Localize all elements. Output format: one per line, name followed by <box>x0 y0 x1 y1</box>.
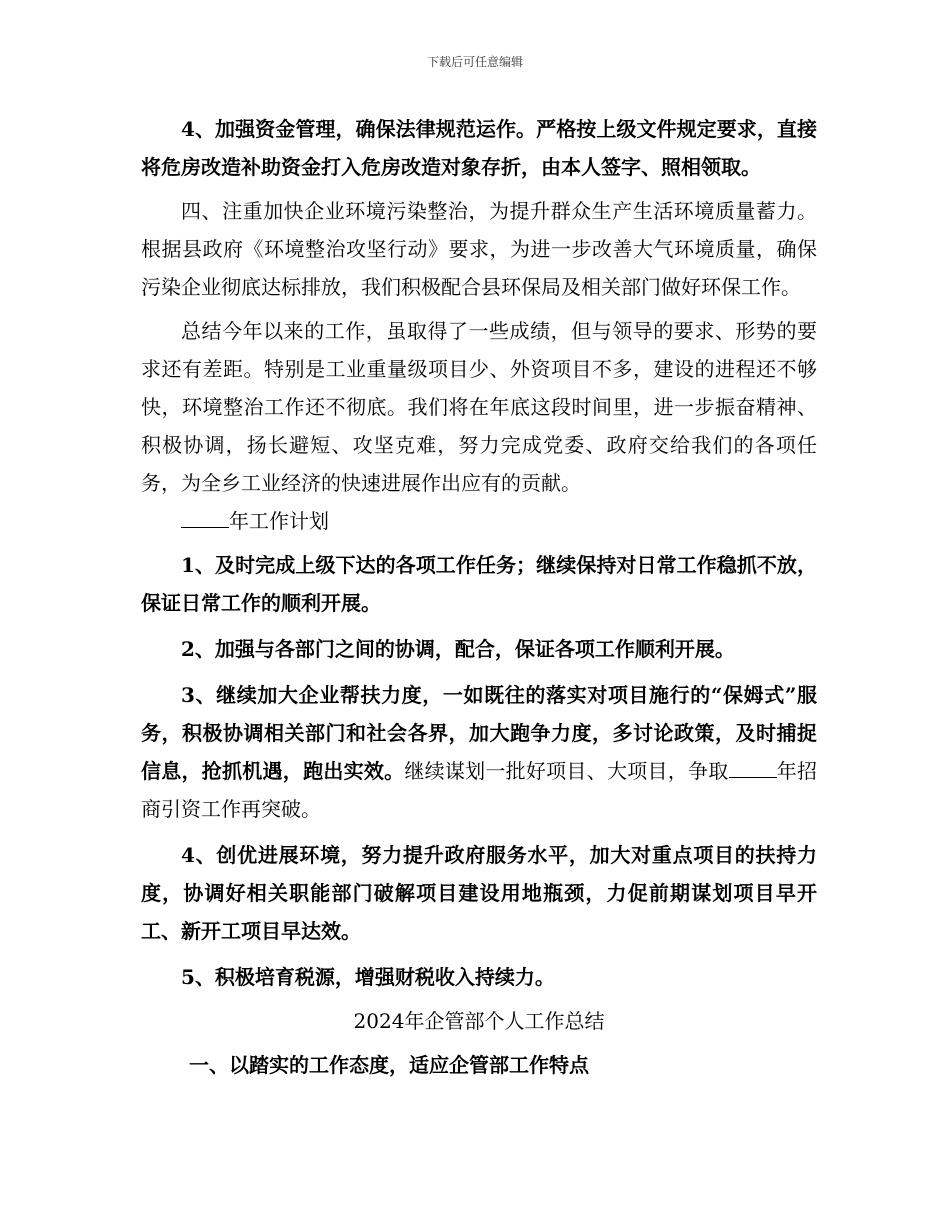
paragraph-summary: 总结今年以来的工作，虽取得了一些成绩，但与领导的要求、形势的要求还有差距。特别是工业重量级项目少、外资项目不多，建设的进程还不够快，环境整治工作还不彻底。我们将在年底这段时间里，进一步振奋精神、积极协调，扬长避短、攻坚克难，努力完成党委、政府交给我们的各项任务，为全乡工业经济的快速进展作出应有的贡献。 <box>141 319 817 495</box>
plan-item-3 <box>141 676 817 828</box>
page-header: 下载后可任意编辑 <box>426 55 523 69</box>
document-body <box>141 110 817 1084</box>
blank-line <box>181 509 229 528</box>
paragraph-fund-management: 4、加强资金管理，确保法律规范运作。严格按上级文件规定要求，直接将危房改造补助资金打入危房改造对象存折，由本人签字、照相领取。 <box>141 117 817 179</box>
section-heading-1: 一、以踏实的工作态度，适应企管部工作特点 <box>189 1053 589 1077</box>
summary-title: 2024年企管部个人工作总结 <box>353 1009 605 1033</box>
plan-item-1: 1、及时完成上级下达的各项工作任务；继续保持对日常工作稳抓不放，保证日常工作的顺利开展。 <box>141 553 817 615</box>
plan-item-5: 5、积极培育税源，增强财税收入持续力。 <box>181 965 555 989</box>
plan-title-text: 年工作计划 <box>229 509 329 533</box>
plan-item-4: 4、创优进展环境，努力提升政府服务水平，加大对重点项目的扶持力度，协调好相关职能部门破解项目建设用地瓶颈，力促前期谋划项目早开工、新开工项目早达效。 <box>141 843 817 943</box>
blank-line <box>729 759 777 778</box>
paragraph-environment: 四、注重加快企业环境污染整治，为提升群众生产生活环境质量蓄力。根据县政府《环境整治攻坚行动》要求，为进一步改善大气环境质量，确保污染企业彻底达标排放，我们积极配合县环保局及相关部门做好环保工作。 <box>141 199 817 299</box>
plan-item-3-normal-a: 继续谋划一批好项目、大项目，争取 <box>404 759 729 783</box>
plan-item-3-normal-b: 年招商引资工作再突破。 <box>141 759 818 821</box>
plan-item-2: 2、加强与各部门之间的协调，配合，保证各项工作顺利开展。 <box>181 637 735 661</box>
plan-title <box>141 502 817 540</box>
plan-item-3-bold: 3、继续加大企业帮扶力度，一如既往的落实对项目施行的“保姆式”服务，积极协调相关部门和社会各界，加大跑争力度，多讨论政策，及时捕捉信息，抢抓机遇，跑出实效。 <box>141 683 817 783</box>
